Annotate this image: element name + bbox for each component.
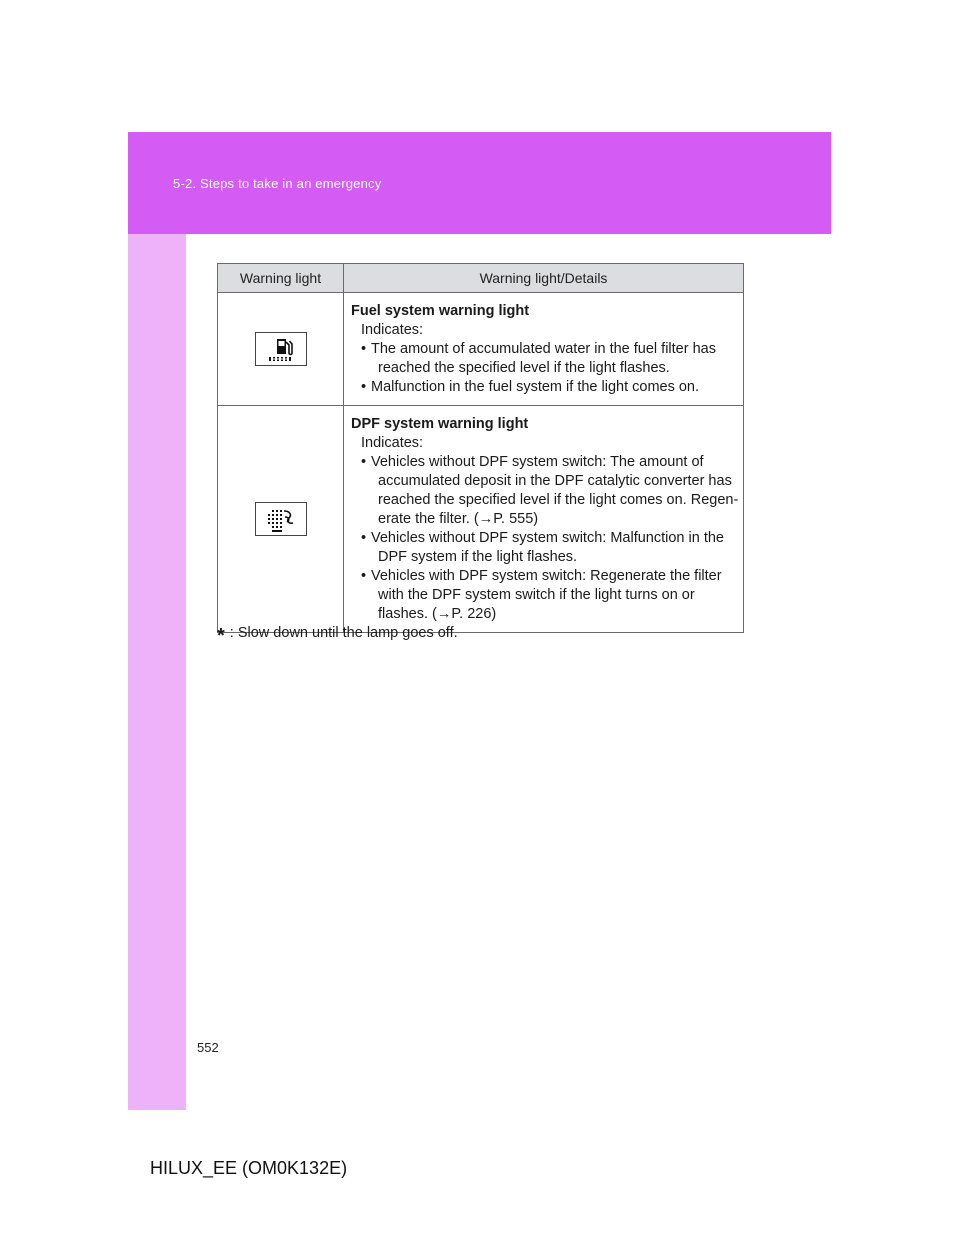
list-item: • Malfunction in the fuel system if the light comes on. bbox=[351, 378, 739, 397]
document-code: HILUX_EE (OM0K132E) bbox=[150, 1158, 348, 1178]
dpf-system-warning-icon bbox=[255, 502, 307, 536]
col-header-warning-light: Warning light bbox=[218, 264, 344, 293]
page-number: 552 bbox=[197, 1040, 219, 1055]
list-item: • Vehicles without DPF system switch: The amount of accumulated deposit in the DPF catalytic converter has reached the specified level if the light comes on. Regen-erate the filter. (→P. 555) bbox=[351, 453, 739, 529]
item-title: Fuel system warning light bbox=[351, 303, 530, 319]
bullet-list bbox=[351, 453, 739, 624]
details-cell bbox=[344, 406, 744, 633]
col-header-details: Warning light/Details bbox=[344, 264, 744, 293]
section-title: 5-2. Steps to take in an emergency bbox=[173, 176, 382, 191]
bullet-list bbox=[351, 340, 739, 397]
list-item: • Vehicles with DPF system switch: Regenerate the filter with the DPF system switch if the light turns on or flashes. (→P. 226) bbox=[351, 567, 739, 624]
fuel-system-warning-icon bbox=[255, 332, 307, 366]
table-row bbox=[218, 406, 744, 633]
icon-cell bbox=[218, 293, 344, 406]
indicates-label: Indicates: bbox=[361, 322, 424, 338]
icon-cell bbox=[218, 406, 344, 633]
footnote-marker: * bbox=[217, 625, 225, 647]
list-item: • The amount of accumulated water in the fuel filter has reached the specified level if the light flashes. bbox=[351, 340, 739, 378]
indicates-label: Indicates: bbox=[361, 435, 424, 451]
warning-light-table bbox=[217, 263, 744, 633]
list-item: • Vehicles without DPF system switch: Malfunction in the DPF system if the light flashes. bbox=[351, 529, 739, 567]
table-row bbox=[218, 293, 744, 406]
details-cell bbox=[344, 293, 744, 406]
footnote-text: : Slow down until the lamp goes off. bbox=[229, 625, 458, 641]
side-band bbox=[128, 234, 186, 1110]
table-header-row bbox=[218, 264, 744, 293]
footnote bbox=[217, 625, 458, 648]
item-title: DPF system warning light bbox=[351, 416, 529, 432]
